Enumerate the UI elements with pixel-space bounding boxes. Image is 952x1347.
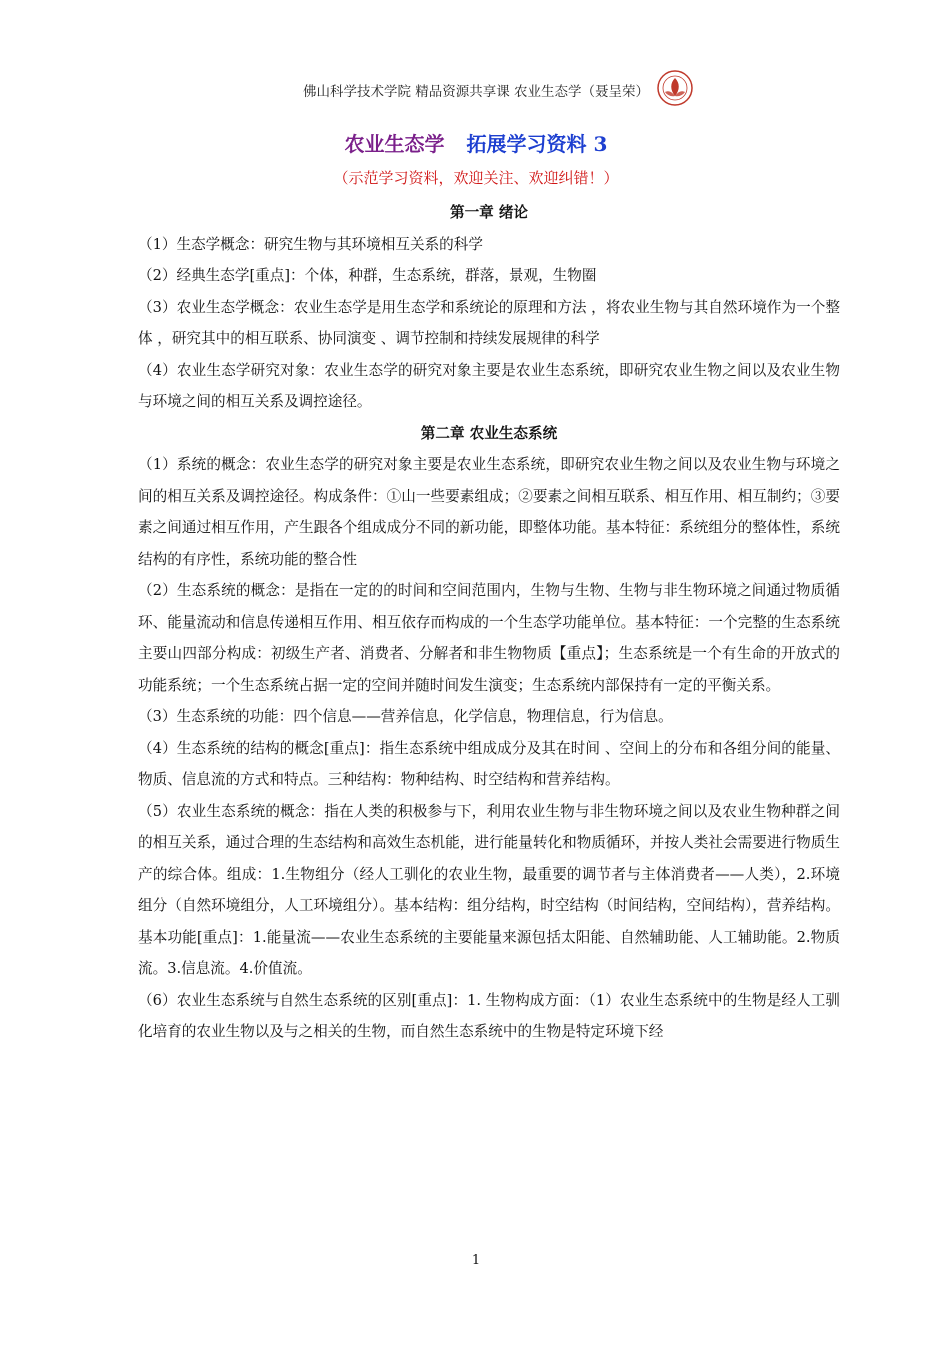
chapter1-paragraph: （3）农业生态学概念：农业生态学是用生态学和系统论的原理和方法 ，将农业生物与其自然环境作为一个整体 ，研究其中的相互联系、协同演变 、调节控制和持续发展规律的科学 (138, 298, 840, 347)
chapter1-paragraph: （4）农业生态学研究对象：农业生态学的研究对象主要是农业生态系统，即研究农业生物之间以及农业生物与环境之间的相互关系及调控途径。 (138, 361, 840, 410)
chapter2-paragraph: （2）生态系统的概念：是指在一定的的时间和空间范围内，生物与生物、生物与非生物环境之间通过物质循环、能量流动和信息传递相互作用、相互依存而构成的一个生态学功能单位。基本特征：一个完整的生态系统主要山四部分构成：初级生产者、消费者、分解者和非生物物质【重点】；生态系统是一个有生命的开放式的功能系统；一个生态系统占据一定的空间并随时间发生演变；生态系统内部保持有一定的平衡关系。 (138, 582, 840, 694)
page-number: 1 (471, 1253, 481, 1268)
header-text: 佛山科学技术学院 精品资源共享课 农业生态学（聂呈荣） (302, 84, 650, 100)
chapter2-paragraph: （5）农业生态系统的概念：指在人类的积极参与下，利用农业生物与非生物环境之间以及农业生物种群之间的相互关系，通过合理的生态结构和高效生态机能，进行能量转化和物质循环，并按人类社会需要进行物质生产的综合体。组成：1.生物组分（经人工驯化的农业生物，最重要的调节者与主体消费者——人类），2.环境组分（自然环境组分，人工环境组分）。基本结构：组分结构，时空结构（时间结构，空间结构），营养结构。基本功能[重点]：1.能量流——农业生态系统的主要能量来源包括太阳能、自然辅助能、人工辅助能。2.物质流。3.信息流。4.价值流。 (138, 802, 840, 977)
chapter2-paragraph: （6）农业生态系统与自然生态系统的区别[重点]：1. 生物构成方面：（1）农业生态系统中的生物是经人工驯化培育的农业生物以及与之相关的生物，而自然生态系统中的生物是特定环境下经 (138, 991, 840, 1040)
title-part2: 拓展学习资料 3 (466, 132, 608, 156)
document-title (0, 128, 952, 157)
chapter2-paragraph: （1）系统的概念：农业生态学的研究对象主要是农业生态系统，即研究农业生物之间以及农业生物与环境之间的相互关系及调控途径。构成条件：①山一些要素组成；②要素之间相互联系、相互作用、相互制约；③要素之间通过相互作用，产生跟各个组成成分不同的新功能，即整体功能。基本特征：系统组分的整体性，系统结构的有序性，系统功能的整合性 (138, 456, 840, 568)
chapter2-paragraph: （3）生态系统的功能：四个信息——营养信息，化学信息，物理信息，行为信息。 (138, 708, 673, 725)
chapter1-heading: 第一章 绪论 (449, 204, 529, 221)
chapter2-heading: 第二章 农业生态系统 (420, 424, 558, 442)
title-part1: 农业生态学 (344, 132, 445, 156)
page-header (0, 80, 952, 100)
chapter2-paragraph: （4）生态系统的结构的概念[重点]：指生态系统中组成成分及其在时间 、空间上的分布和各组分间的能量、物质、信息流的方式和特点。三种结构：物种结构、时空结构和营养结构。 (138, 739, 840, 788)
chapter1-paragraph: （2）经典生态学[重点]：个体，种群，生态系统，群落，景观，生物圈 (138, 267, 597, 284)
document-body (138, 197, 840, 1048)
university-seal-icon (653, 68, 697, 108)
document-subtitle: （示范学习资料，欢迎关注、欢迎纠错！） (333, 169, 619, 187)
chapter1-paragraph: （1）生态学概念：研究生物与其环境相互关系的科学 (138, 235, 483, 253)
